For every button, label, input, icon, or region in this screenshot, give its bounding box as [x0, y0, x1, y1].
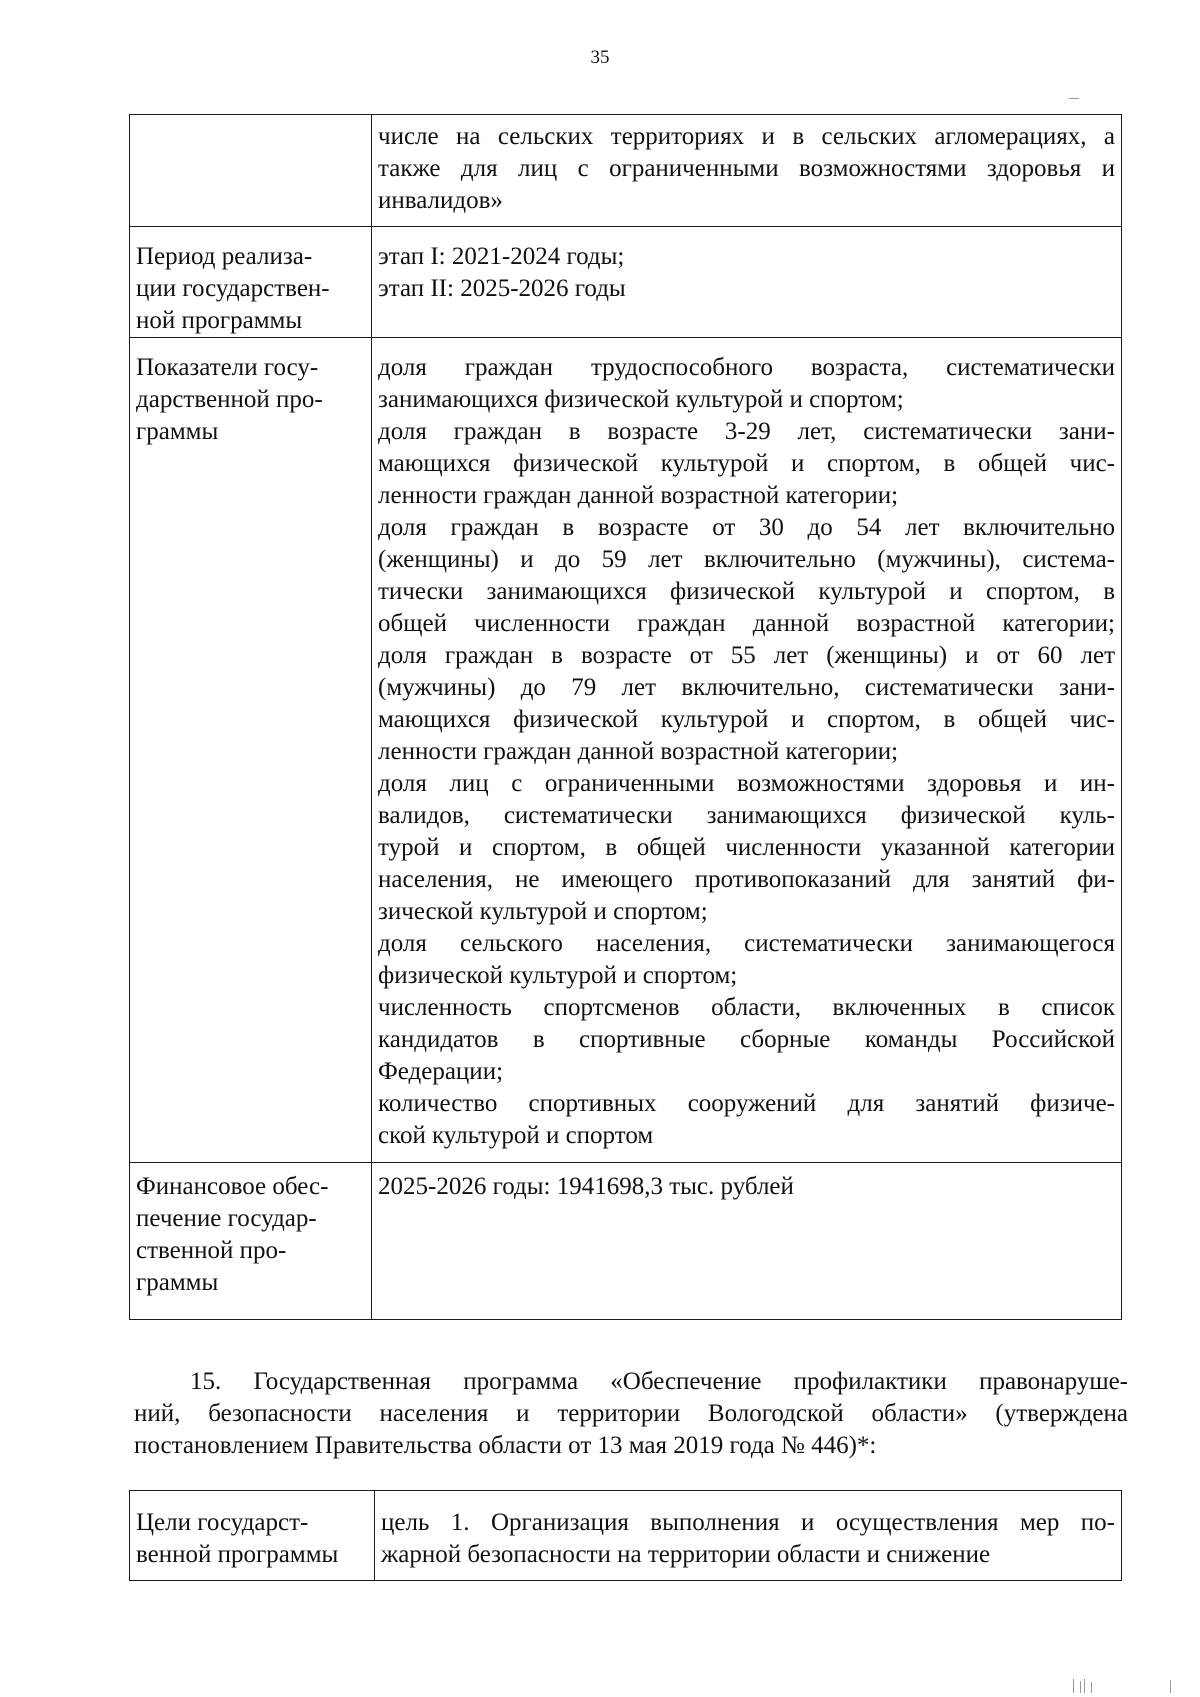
row-value — [375, 1491, 1122, 1581]
text-line: Период реализа- — [136, 243, 313, 270]
text-line: ленности граждан данной возрастной категории; — [378, 482, 899, 509]
text-line: Показатели госу- — [136, 354, 319, 381]
text-line: ственной про- — [136, 1237, 287, 1264]
row-label — [130, 338, 372, 1163]
text-line: турой и спортом, в общей численности указанной категории — [378, 834, 1115, 861]
text-line: 15. Государственная программа «Обеспечение профилактики правонаруше- — [190, 1368, 1128, 1395]
row-value — [372, 1163, 1122, 1320]
text-line: ции государствен- — [136, 275, 330, 302]
text-line: венной программы — [136, 1541, 339, 1568]
row-value — [372, 115, 1122, 227]
program-paragraph — [134, 1366, 1128, 1462]
text-line: ленности граждан данной возрастной категории; — [378, 738, 899, 765]
text-line: этап I: 2021-2024 годы; — [378, 243, 625, 270]
table-row — [130, 1163, 1122, 1320]
row-value — [372, 338, 1122, 1163]
text-line: доля лиц с ограниченными возможностями здоровья и ин- — [378, 770, 1115, 797]
row-label — [130, 227, 372, 338]
text-line: (мужчины) до 79 лет включительно, систематически зани- — [378, 674, 1115, 701]
row-label — [130, 1491, 375, 1581]
table-row — [130, 338, 1122, 1163]
scan-mark — [1170, 1680, 1171, 1693]
text-line: доля граждан трудоспособного возраста, систематически — [378, 354, 1115, 381]
text-line: Финансовое обес- — [136, 1173, 329, 1200]
text-line: цель 1. Организация выполнения и осуществления мер по- — [381, 1509, 1115, 1536]
text-line: этап II: 2025-2026 годы — [378, 275, 626, 302]
scan-mark — [1069, 98, 1079, 99]
text-line: численность спортсменов области, включенных в список — [378, 994, 1115, 1021]
text-line: (женщины) и до 59 лет включительно (мужчины), система- — [378, 546, 1115, 573]
text-line: доля граждан в возрасте от 55 лет (женщины) и от 60 лет — [378, 642, 1115, 669]
row-label — [130, 115, 372, 227]
text-line: жарной безопасности на территории области и снижение — [381, 1541, 991, 1568]
text-line: ний, безопасности населения и территории Вологодской области» (утверждена — [134, 1400, 1128, 1427]
row-label — [130, 1163, 372, 1320]
text-line: доля сельского населения, систематически занимающегося — [378, 930, 1115, 957]
table-row — [130, 227, 1122, 338]
text-line: печение государ- — [136, 1205, 317, 1232]
passport-table — [129, 114, 1122, 1320]
scan-mark — [1073, 1679, 1074, 1693]
text-line: валидов, систематически занимающихся физической куль- — [378, 802, 1115, 829]
text-line: тически занимающихся физической культурой и спортом, в — [378, 578, 1115, 605]
text-line: ной программы — [136, 307, 303, 334]
text-line: мающихся физической культурой и спортом, в общей чис- — [378, 706, 1115, 733]
text-line: мающихся физической культурой и спортом, в общей чис- — [378, 450, 1115, 477]
table-row — [130, 1491, 1122, 1581]
text-line: числе на сельских территориях и в сельских агломерациях, а — [378, 123, 1115, 150]
text-line: ской культурой и спортом — [378, 1122, 654, 1149]
text-line: также для лиц с ограниченными возможностями здоровья и — [378, 155, 1115, 182]
text-line: общей численности граждан данной возрастной категории; — [378, 610, 1115, 637]
text-line: доля граждан в возрасте от 30 до 54 лет включительно — [378, 514, 1115, 541]
goals-table — [129, 1490, 1122, 1581]
text-line: граммы — [136, 418, 219, 445]
text-line: Федерации; — [378, 1058, 504, 1085]
text-line: инвалидов» — [378, 187, 503, 214]
text-line: зической культурой и спортом; — [378, 898, 708, 925]
scan-mark — [1080, 1681, 1081, 1693]
scan-mark — [1091, 1682, 1092, 1693]
text-line: дарственной про- — [136, 386, 323, 413]
page-number: 35 — [590, 47, 610, 68]
text-line: населения, не имеющего противопоказаний для занятий фи- — [378, 866, 1115, 893]
row-value — [372, 227, 1122, 338]
scan-mark — [1084, 1679, 1085, 1693]
table-row — [130, 115, 1122, 227]
text-line: физической культурой и спортом; — [378, 962, 738, 989]
text-line: Цели государст- — [136, 1509, 309, 1536]
text-line: 2025-2026 годы: 1941698,3 тыс. рублей — [378, 1173, 794, 1200]
text-line: количество спортивных сооружений для занятий физиче- — [378, 1090, 1115, 1117]
text-line: граммы — [136, 1269, 219, 1296]
text-line: занимающихся физической культурой и спортом; — [378, 386, 904, 413]
text-line: постановлением Правительства области от 13 мая 2019 года № 446)*: — [134, 1432, 877, 1459]
text-line: кандидатов в спортивные сборные команды Российской — [378, 1026, 1115, 1053]
text-line: доля граждан в возрасте 3-29 лет, систематически зани- — [378, 418, 1115, 445]
